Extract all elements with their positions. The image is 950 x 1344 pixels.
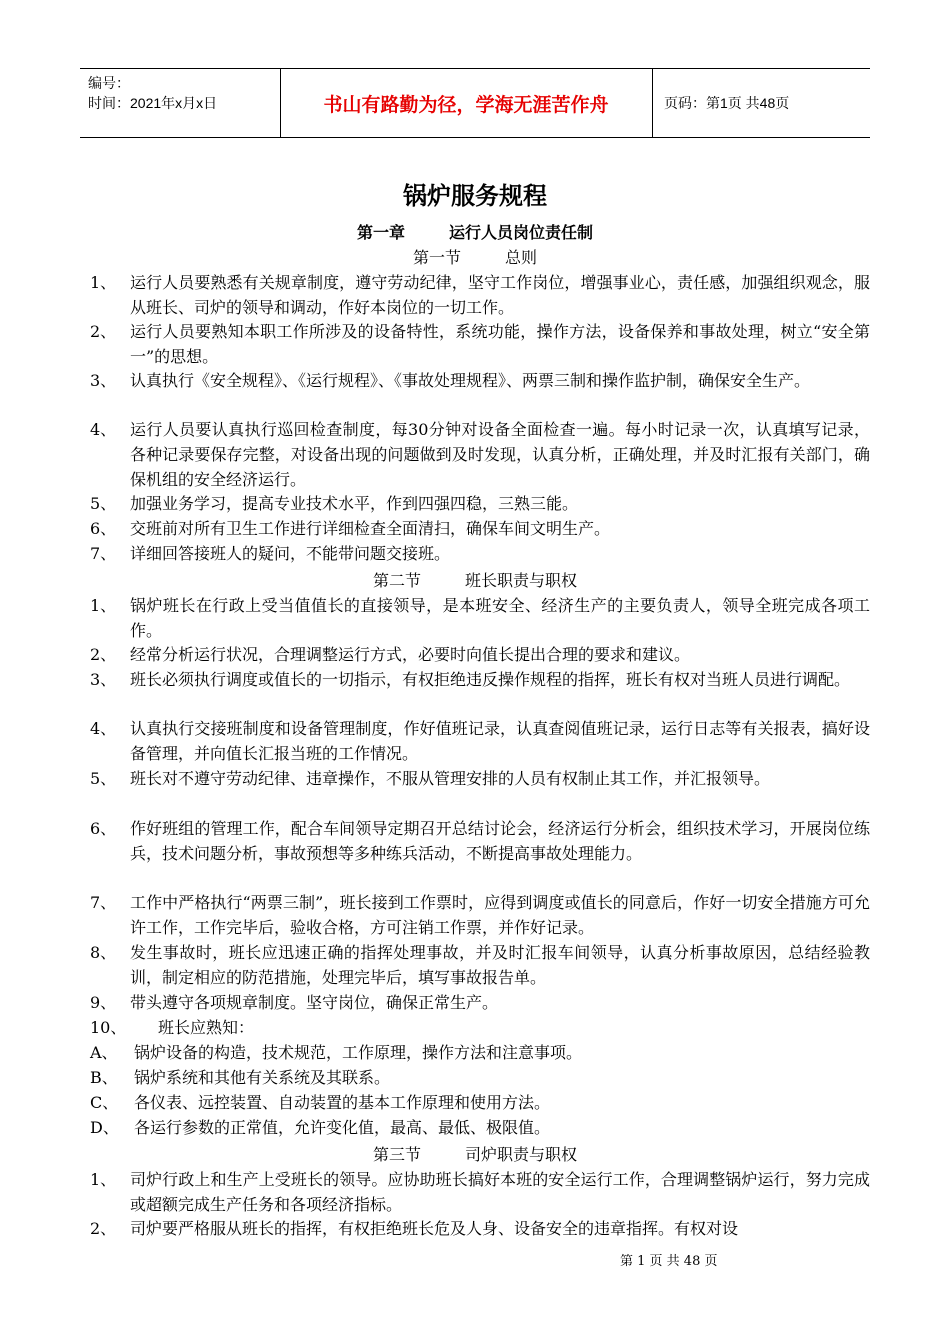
item-number: 7、 [90, 893, 117, 912]
item-text: 各运行参数的正常值，允许变化值，最高、最低、极限值。 [134, 1118, 551, 1137]
item-text: 详细回答接班人的疑问，不能带问题交接班。 [130, 544, 451, 563]
item-text: 认真执行交接班制度和设备管理制度，作好值班记录，认真查阅值班记录，运行日志等有关报表，搞好设备管理，并向值长汇报当班的工作情况。 [130, 719, 870, 763]
list-item [90, 491, 870, 516]
item-text: 司炉行政上和生产上受班长的领导。应协助班长搞好本班的安全运行工作，合理调整锅炉运行，努力完成或超额完成生产任务和各项经济指标。 [130, 1170, 870, 1214]
item-number: 2、 [90, 645, 117, 664]
item-number: 4、 [90, 420, 117, 439]
list-item [90, 319, 870, 369]
item-text: 班长对不遵守劳动纪律、违章操作，不服从管理安排的人员有权制止其工作，并汇报领导。 [130, 769, 771, 788]
list-item [90, 716, 870, 766]
list-item [90, 990, 870, 1015]
header-info-cell [80, 69, 281, 137]
list-item [90, 1115, 870, 1140]
item-number: 7、 [90, 544, 117, 563]
item-number: B、 [90, 1068, 118, 1087]
header-motto: 书山有路勤为径，学海无涯苦作舟 [323, 93, 609, 116]
section-number: 第三节 [372, 1145, 421, 1164]
item-text: 司炉要严格服从班长的指挥，有权拒绝班长危及人身、设备安全的违章指挥。有权对设 [130, 1219, 739, 1238]
list-item [90, 270, 870, 320]
item-number: D、 [90, 1118, 119, 1137]
list-item [90, 816, 870, 866]
item-text: 发生事故时，班长应迅速正确的指挥处理事故，并及时汇报车间领导，认真分析事故原因，总结经验教训，制定相应的防范措施，处理完毕后，填写事故报告单。 [130, 943, 870, 987]
list-item [90, 1090, 870, 1115]
item-text: 运行人员要认真执行巡回检查制度，每30分钟对设备全面检查一遍。每小时记录一次，认真填写记录，各种记录要保存完整，对设备出现的问题做到及时发现，认真分析，正确处理，并及时汇报有关部门，确保机组的安全经济运行。 [130, 420, 870, 489]
chapter-number: 第一章 [356, 223, 405, 242]
item-text: 加强业务学习，提高专业技术水平，作到四强四稳，三熟三能。 [130, 494, 579, 513]
chapter-heading [0, 220, 950, 243]
item-text: 班长必须执行调度或值长的一切指示，有权拒绝违反操作规程的指挥，班长有权对当班人员进行调配。 [130, 670, 851, 689]
section-name: 班长职责与职权 [465, 571, 578, 590]
item-number: 2、 [90, 322, 117, 341]
item-text: 锅炉设备的构造，技术规范，工作原理，操作方法和注意事项。 [134, 1043, 583, 1062]
item-number: C、 [90, 1093, 119, 1112]
item-text: 班长应熟知： [158, 1018, 255, 1037]
item-text: 运行人员要熟悉有关规章制度，遵守劳动纪律，坚守工作岗位，增强事业心，责任感，加强组织观念，服从班长、司炉的领导和调动，作好本岗位的一切工作。 [130, 273, 870, 317]
item-text: 各仪表、远控装置、自动装置的基本工作原理和使用方法。 [134, 1093, 551, 1112]
page-header [80, 68, 870, 138]
list-item [90, 516, 870, 541]
list-item [90, 667, 870, 692]
chapter-name: 运行人员岗位责任制 [449, 223, 594, 242]
list-item [90, 1015, 870, 1040]
item-number: 1、 [90, 596, 117, 615]
list-item [90, 766, 870, 791]
item-number: 9、 [90, 993, 117, 1012]
item-text: 认真执行《安全规程》、《运行规程》、《事故处理规程》、两票三制和操作监护制，确保安全生产。 [130, 371, 811, 390]
item-text: 锅炉班长在行政上受当值值长的直接领导，是本班安全、经济生产的主要负责人，领导全班完成各项工作。 [130, 596, 870, 640]
item-number: 8、 [90, 943, 117, 962]
list-item [90, 593, 870, 643]
section-number: 第二节 [372, 571, 421, 590]
section-name: 总则 [505, 248, 538, 267]
item-text: 带头遵守各项规章制度。坚守岗位，确保正常生产。 [130, 993, 499, 1012]
item-number: 6、 [90, 519, 117, 538]
list-item [90, 1065, 870, 1090]
section-heading [0, 1142, 950, 1165]
list-item [90, 940, 870, 990]
list-item [90, 541, 870, 566]
item-text: 作好班组的管理工作，配合车间领导定期召开总结讨论会，经济运行分析会，组织技术学习，开展岗位练兵，技术问题分析，事故预想等多种练兵活动，不断提高事故处理能力。 [130, 819, 870, 863]
section-heading [0, 245, 950, 268]
list-item [90, 417, 870, 492]
item-number: 4、 [90, 719, 117, 738]
list-item [90, 1040, 870, 1065]
section-heading [0, 568, 950, 591]
item-number: 3、 [90, 670, 117, 689]
item-text: 交班前对所有卫生工作进行详细检查全面清扫，确保车间文明生产。 [130, 519, 611, 538]
item-number: 1、 [90, 1170, 117, 1189]
item-text: 锅炉系统和其他有关系统及其联系。 [134, 1068, 391, 1087]
item-number: 6、 [90, 819, 117, 838]
item-number: 10、 [90, 1018, 127, 1037]
item-number: 5、 [90, 769, 117, 788]
page-footer: 第 1 页 共 48 页 [620, 1254, 718, 1269]
item-number: 2、 [90, 1219, 117, 1238]
list-item [90, 368, 870, 393]
header-page-info: 页码：第1页 共48页 [664, 95, 790, 111]
header-motto-cell [280, 69, 653, 137]
section-number: 第一节 [412, 248, 461, 267]
document-title: 锅炉服务规程 [403, 182, 547, 210]
document-number-label: 编号： [88, 75, 130, 91]
section-name: 司炉职责与职权 [465, 1145, 578, 1164]
list-item [90, 642, 870, 667]
item-number: 1、 [90, 273, 117, 292]
list-item [90, 1216, 870, 1241]
item-number: 3、 [90, 371, 117, 390]
list-item [90, 1167, 870, 1217]
item-number: 5、 [90, 494, 117, 513]
item-number: A、 [90, 1043, 118, 1062]
list-item [90, 890, 870, 940]
item-text: 运行人员要熟知本职工作所涉及的设备特性，系统功能，操作方法，设备保养和事故处理，树立“安全第一”的思想。 [130, 322, 870, 366]
item-text: 工作中严格执行“两票三制”，班长接到工作票时，应得到调度或值长的同意后，作好一切安全措施方可允许工作，工作完毕后，验收合格，方可注销工作票，并作好记录。 [130, 893, 870, 937]
item-text: 经常分析运行状况，合理调整运行方式，必要时向值长提出合理的要求和建议。 [130, 645, 691, 664]
document-time-label: 时间：2021年x月x日 [88, 95, 218, 111]
